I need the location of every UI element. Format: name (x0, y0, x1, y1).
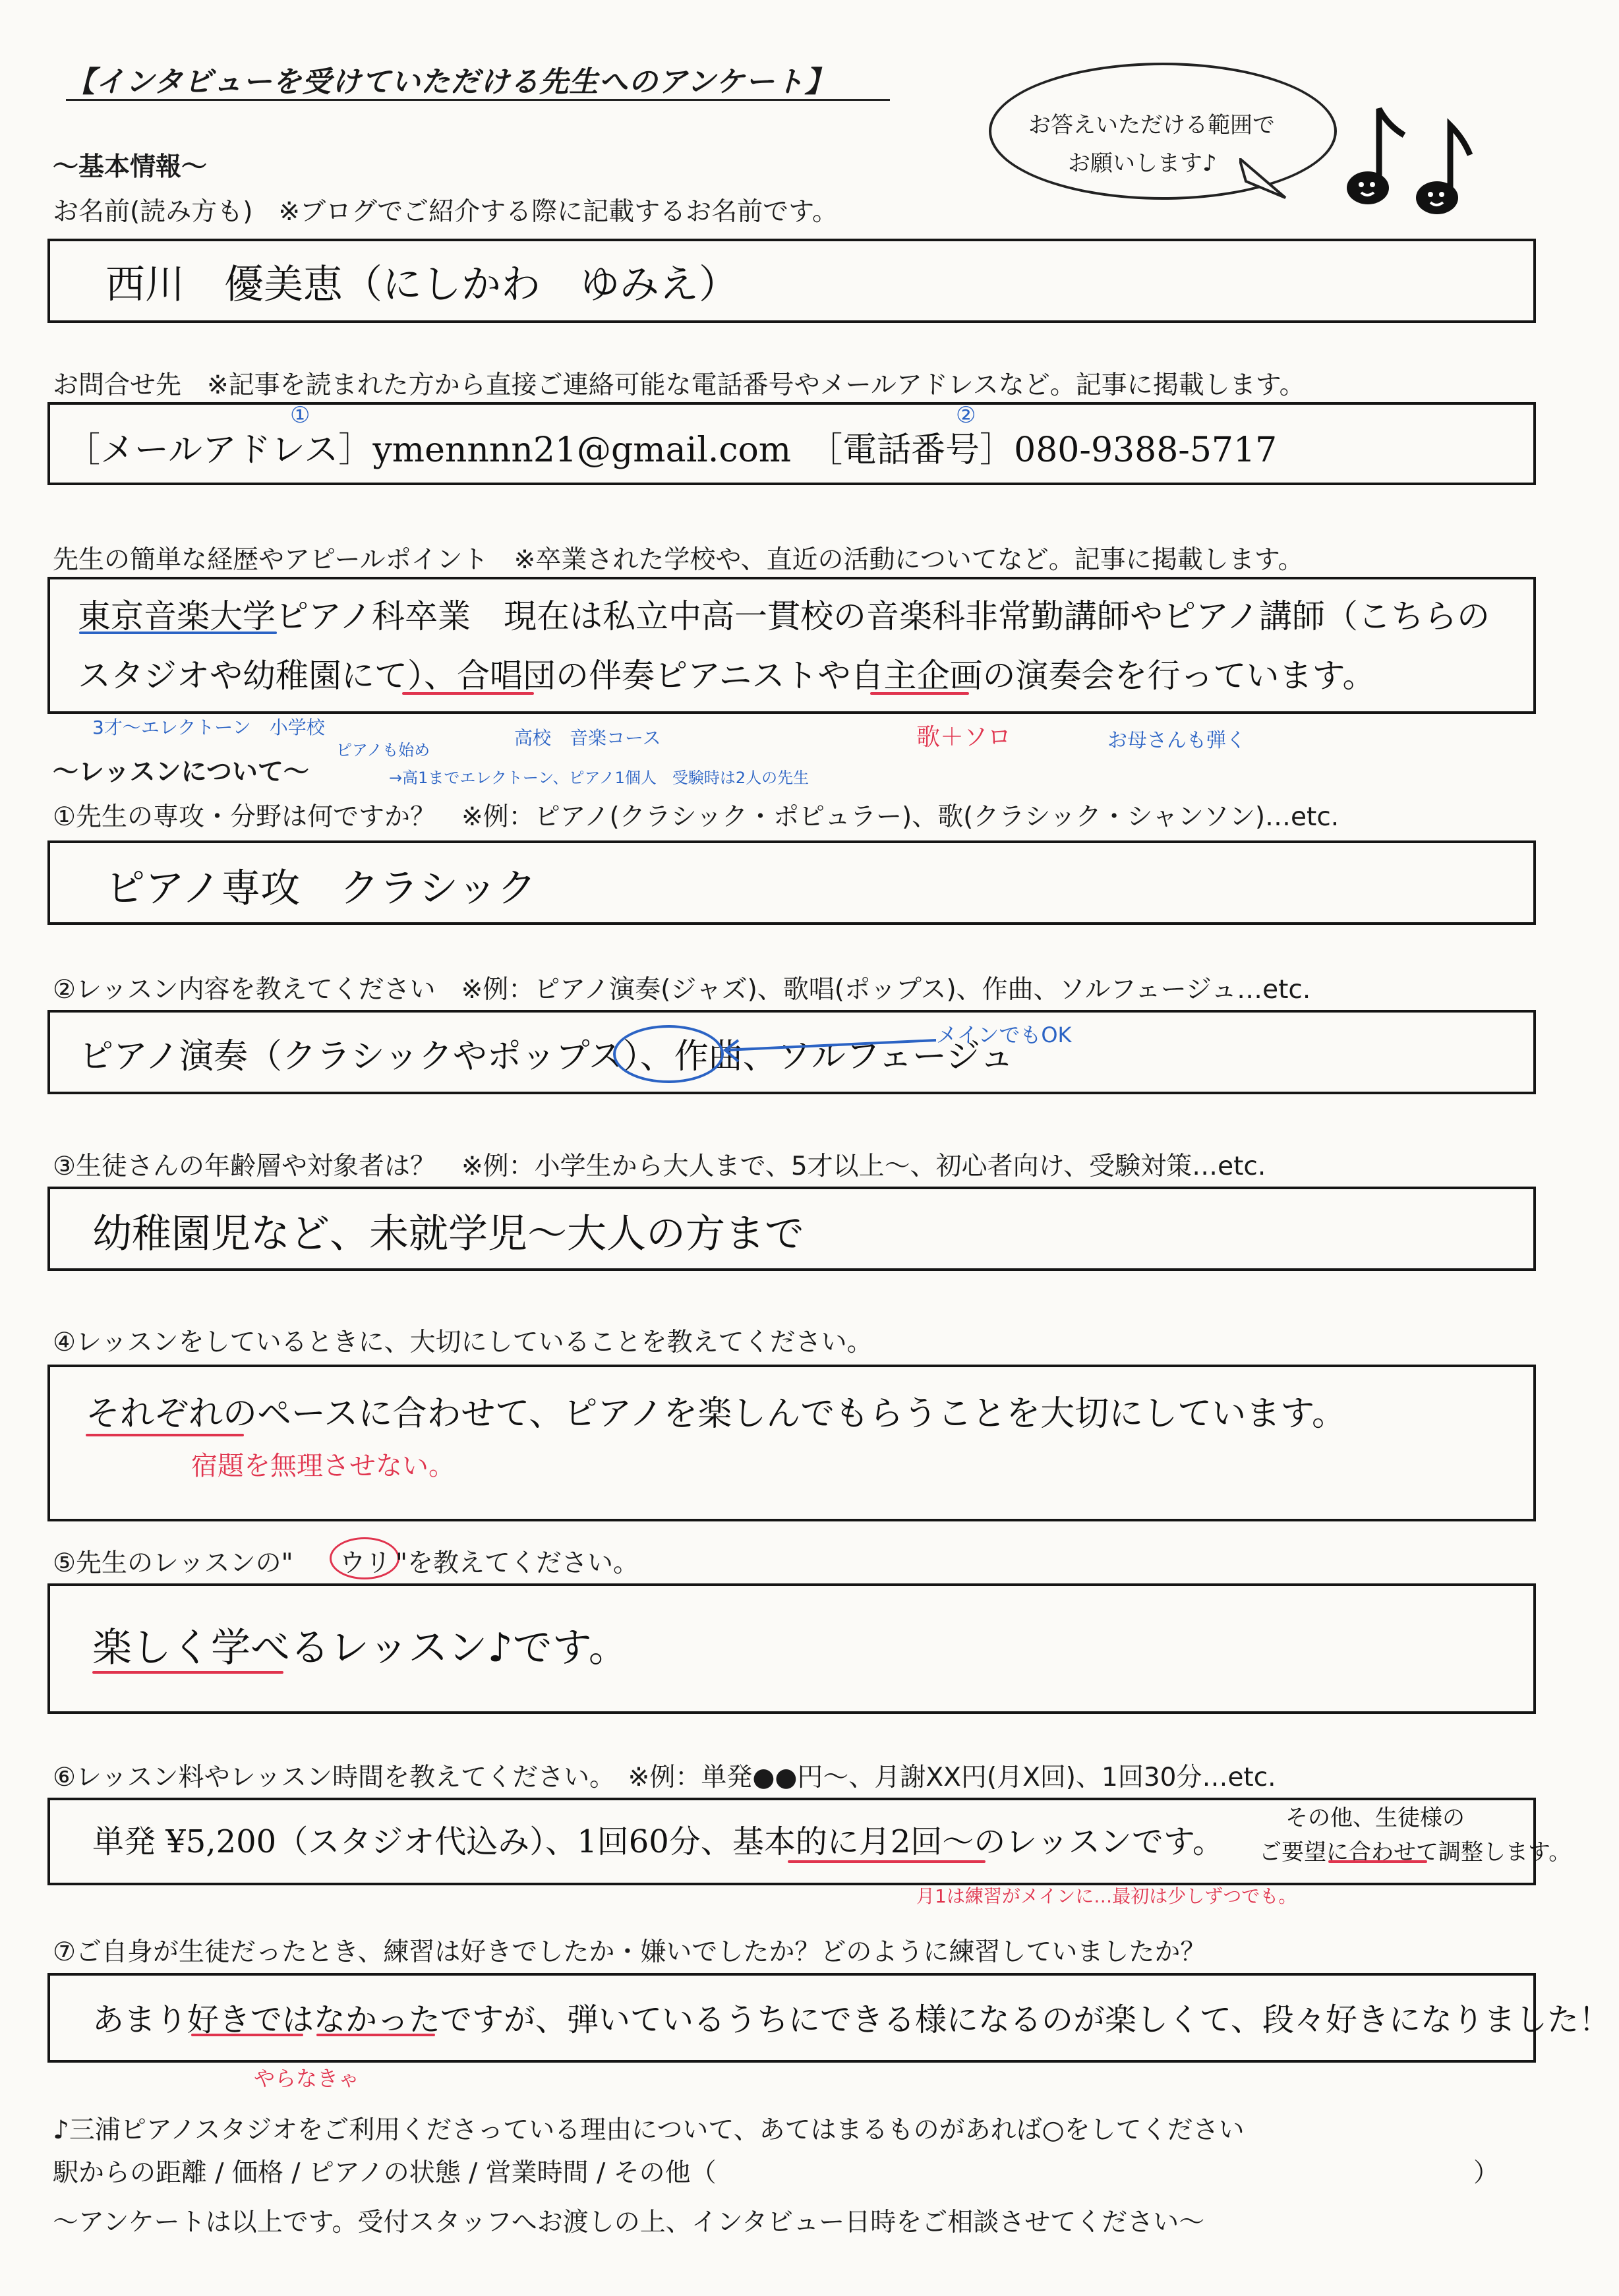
reason-label: ♪三浦ピアノスタジオをご利用くださっている理由について、あてはまるものがあれば○をしてください (53, 2115, 1245, 2145)
q5-label-word: ウリ (339, 1548, 392, 1578)
q5-circle-uri (330, 1537, 399, 1579)
name-value: 西川 優美恵（にしかわ ゆみえ） (105, 262, 738, 308)
closing-text: 〜アンケートは以上です。受付スタッフへお渡しの上、インタビュー日時をご相談させてください〜 (53, 2208, 1205, 2237)
contact-num-2: ② (956, 402, 976, 428)
contact-value: ［メールアドレス］ymennnn21@gmail.com ［電話番号］080-9388-5717 (66, 430, 1278, 470)
career-line2: スタジオや幼稚園にて）、合唱団の伴奏ピアニストや自主企画の演奏会を行っています。 (78, 657, 1376, 695)
q6-value-extra1: その他、生徒様の (1285, 1805, 1465, 1831)
reason-options: 駅からの距離 / 価格 / ピアノの状態 / 営業時間 / その他（ (53, 2158, 717, 2188)
q6-underline-goyoubou (1328, 1860, 1427, 1863)
career-line1: 東京音楽大学ピアノ科卒業 現在は私立中高一貫校の音楽科非常勤講師やピアノ講師（こちらの (78, 597, 1490, 635)
note-takou: →高1までエレクトーン、ピアノ1個人 受験時は2人の先生 (389, 769, 810, 787)
name-label: お名前(読み方も) ※ブログでご紹介する際に記載するお名前です。 (53, 197, 838, 227)
q6-label: ⑥レッスン料やレッスン時間を教えてください。 ※例：単発●●円〜、月謝XX円(月X回)、1回30分…etc. (53, 1763, 1276, 1792)
q6-underline-kihon (788, 1860, 986, 1863)
q7-label: ⑦ご自身が生徒だったとき、練習は好きでしたか・嫌いでしたか？どのように練習していましたか？ (53, 1937, 1206, 1967)
contact-num-1: ① (290, 402, 310, 428)
q7-underline-nakatta (316, 2034, 435, 2036)
note-okaasan: お母さんも弾く (1107, 729, 1246, 752)
lesson-heading: 〜レッスンについて〜 (53, 757, 309, 787)
note-3sai: 3才〜エレクトーン 小学校 (92, 717, 325, 738)
q6-value-extra2: ご要望に合わせて調整します。 (1259, 1839, 1572, 1866)
q2-circle-sakkyoku (613, 1025, 724, 1083)
music-notes-icon (1338, 86, 1483, 218)
q1-label: ①先生の専攻・分野は何ですか？ ※例：ピアノ(クラシック・ポピュラー)、歌(クラシック・シャンソン)…etc. (53, 802, 1339, 832)
q2-arrow-icon (719, 1034, 943, 1067)
q5-value: 楽しく学べるレッスン♪です。 (92, 1625, 628, 1671)
title-underline (66, 99, 890, 101)
q2-label: ②レッスン内容を教えてください ※例：ピアノ演奏(ジャズ)、歌唱(ポップス)、作曲、ソルフェージュ…etc. (53, 975, 1311, 1005)
q7-value: あまり好きではなかったですが、弾いているうちにできる様になるのが楽しくて、段々好きになりました！ (92, 2001, 1611, 2038)
bubble-text-line1: お答えいただける範囲で (1028, 112, 1275, 138)
q6-note: 月1は練習がメインに…最初は少しずつでも。 (916, 1885, 1297, 1907)
q4-label: ④レッスンをしているときに、大切にしていることを教えてください。 (53, 1328, 873, 1357)
contact-label: お問合せ先 ※記事を読まれた方から直接ご連絡可能な電話番号やメールアドレスなど。記事に掲載します。 (53, 370, 1305, 400)
career-underline-choir (402, 692, 534, 695)
q4-note: 宿題を無理させない。 (191, 1451, 455, 1481)
q5-label-post: "を教えてください。 (396, 1548, 639, 1578)
q3-value: 幼稚園児など、未就学児〜大人の方まで (92, 1211, 804, 1257)
bubble-tail (1239, 158, 1292, 204)
q4-underline (86, 1434, 244, 1436)
note-piano-start: ピアノも始め (336, 741, 430, 759)
survey-title: 【インタビューを受けていただける先生へのアンケート】 (66, 65, 835, 99)
q4-value: それぞれのペースに合わせて、ピアノを楽しんでもらうことを大切にしています。 (86, 1394, 1347, 1434)
basic-info-heading: 〜基本情報〜 (53, 152, 208, 182)
career-label: 先生の簡単な経歴やアピールポイント ※卒業された学校や、直近の活動についてなど。記事に掲載します。 (53, 545, 1304, 575)
q5-underline (92, 1671, 283, 1674)
note-koukou: 高校 音楽コース (514, 727, 661, 749)
q5-label-pre: ⑤先生のレッスンの" (53, 1548, 293, 1578)
q7-note: やらなきゃ (254, 2066, 360, 2091)
reason-close: ） (1473, 2158, 1500, 2188)
career-underline-school (79, 632, 277, 634)
q2-value: ピアノ演奏（クラシックやポップス）、作曲、ソルフェージュ (79, 1037, 1015, 1076)
bubble-text-line2: お願いします♪ (1068, 150, 1217, 177)
career-underline-concert (870, 692, 969, 695)
q2-note: メインでもOK (936, 1022, 1072, 1047)
q3-label: ③生徒さんの年齢層や対象者は？ ※例：小学生から大人まで、5才以上〜、初心者向け、受験対策…etc. (53, 1152, 1266, 1181)
q6-value: 単発 ¥5,200（スタジオ代込み）、1回60分、基本的に月2回〜のレッスンです。 (92, 1823, 1225, 1860)
note-uta: 歌＋ソロ (916, 724, 1012, 751)
q1-value: ピアノ専攻 クラシック (105, 866, 537, 912)
q7-underline-suki (191, 2034, 303, 2036)
